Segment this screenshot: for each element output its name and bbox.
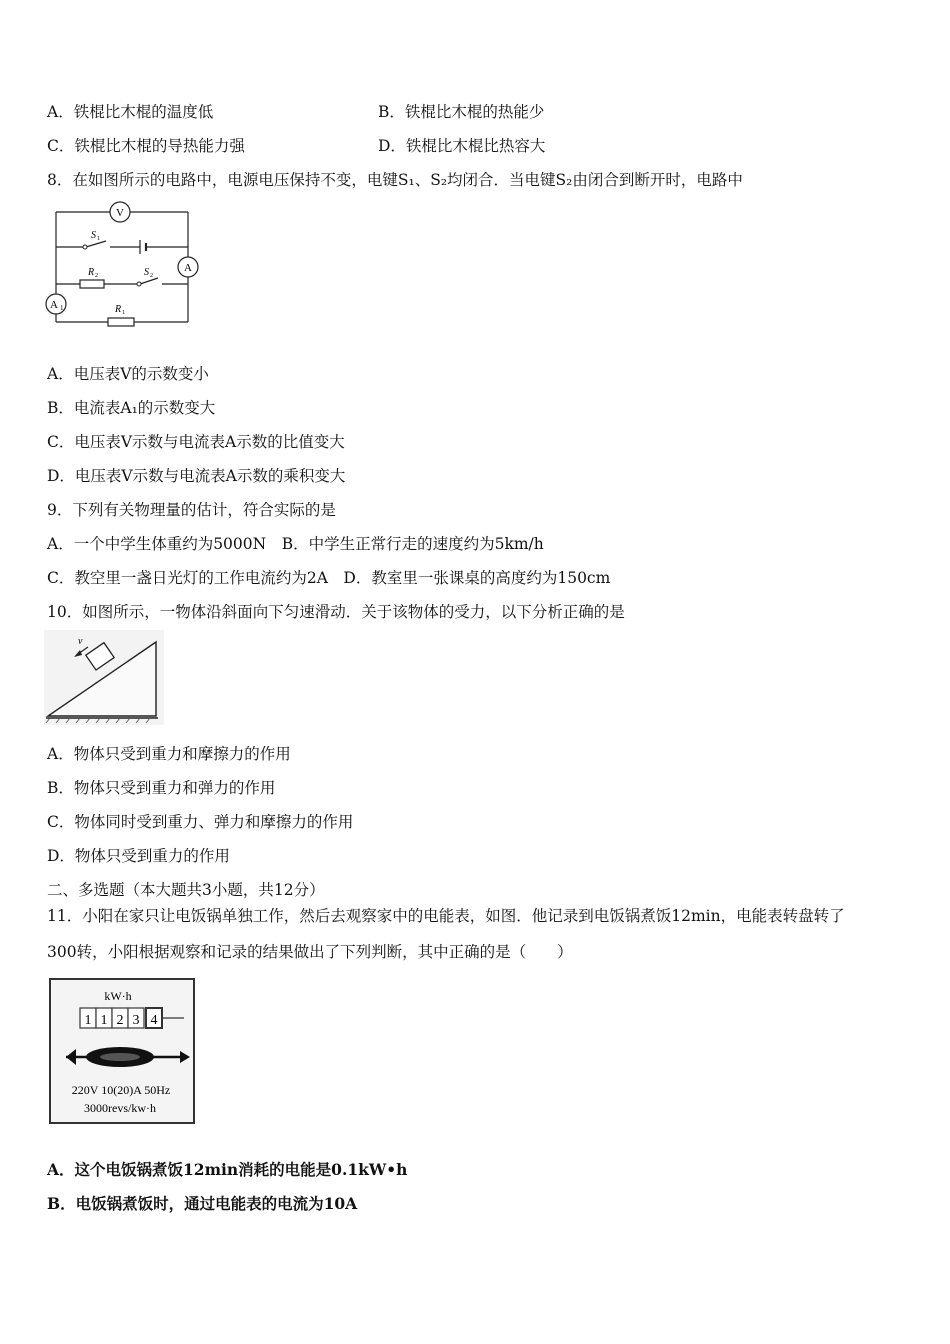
r1-label: R	[115, 304, 122, 315]
q7-option-a: A．铁棍比木棍的温度低	[47, 103, 214, 121]
velocity-label: v	[78, 636, 83, 647]
meter-unit: kW·h	[104, 989, 132, 1003]
s1-label: S	[91, 230, 96, 241]
q11-stem-line2: 300转，小阳根据观察和记录的结果做出了下列判断，其中正确的是（ ）	[47, 943, 573, 961]
q10-incline-diagram	[44, 630, 164, 725]
svg-text:2: 2	[150, 273, 153, 279]
q8-circuit-diagram	[42, 200, 207, 330]
q8-stem: 8．在如图所示的电路中，电源电压保持不变，电键S₁、S₂均闭合．当电键S₂由闭合到断开时，电路中	[47, 171, 743, 189]
q9-stem: 9．下列有关物理量的估计，符合实际的是	[47, 501, 336, 519]
q7-option-b: B．铁棍比木棍的热能少	[378, 103, 545, 121]
q11-stem-line1: 11．小阳在家只让电饭锅单独工作，然后去观察家中的电能表，如图．他记录到电饭锅煮饭12min，电能表转盘转了	[47, 907, 845, 925]
svg-text:V: V	[116, 207, 124, 219]
q11-energy-meter	[48, 977, 196, 1125]
r2-label: R	[88, 267, 95, 278]
q8-option-c: C．电压表V示数与电流表A示数的比值变大	[47, 433, 345, 451]
meter-digit-4: 3	[132, 1013, 140, 1028]
q9-options-ab: A．一个中学生体重约为5000N B．中学生正常行走的速度约为5km/h	[47, 535, 544, 553]
q10-option-c: C．物体同时受到重力、弹力和摩擦力的作用	[47, 813, 354, 831]
svg-text:A: A	[50, 299, 58, 311]
meter-revs: 3000revs/kw·h	[84, 1101, 156, 1115]
s2-label: S	[144, 267, 149, 278]
q11-option-a: A．这个电饭锅煮饭12min消耗的电能是0.1kW•h	[47, 1160, 408, 1179]
q10-option-d: D．物体只受到重力的作用	[47, 847, 230, 865]
meter-digit-5: 4	[150, 1013, 158, 1028]
meter-digit-1: 1	[84, 1013, 92, 1028]
q8-option-a: A．电压表V的示数变小	[47, 365, 209, 383]
q9-options-cd: C．教空里一盏日光灯的工作电流约为2A D．教室里一张课桌的高度约为150cm	[47, 569, 611, 587]
meter-digit-2: 1	[100, 1013, 108, 1028]
svg-text:A: A	[184, 262, 192, 274]
q8-option-b: B．电流表A₁的示数变大	[47, 399, 216, 417]
q7-option-c: C．铁棍比木棍的导热能力强	[47, 137, 245, 155]
q10-stem: 10．如图所示，一物体沿斜面向下匀速滑动．关于该物体的受力，以下分析正确的是	[47, 603, 625, 621]
svg-text:1: 1	[122, 310, 125, 316]
meter-digit-3: 2	[116, 1013, 124, 1028]
svg-text:1: 1	[97, 236, 100, 242]
section-2-title: 二、多选题（本大题共3小题，共12分）	[47, 881, 325, 899]
q10-option-b: B．物体只受到重力和弹力的作用	[47, 779, 276, 797]
q11-option-b: B．电饭锅煮饭时，通过电能表的电流为10A	[47, 1194, 358, 1213]
meter-spec: 220V 10(20)A 50Hz	[71, 1083, 171, 1097]
q10-option-a: A．物体只受到重力和摩擦力的作用	[47, 745, 291, 763]
q8-option-d: D．电压表V示数与电流表A示数的乘积变大	[47, 467, 346, 485]
q7-option-d: D．铁棍比木棍比热容大	[378, 137, 546, 155]
svg-text:2: 2	[95, 273, 98, 279]
svg-text:1: 1	[60, 304, 64, 312]
